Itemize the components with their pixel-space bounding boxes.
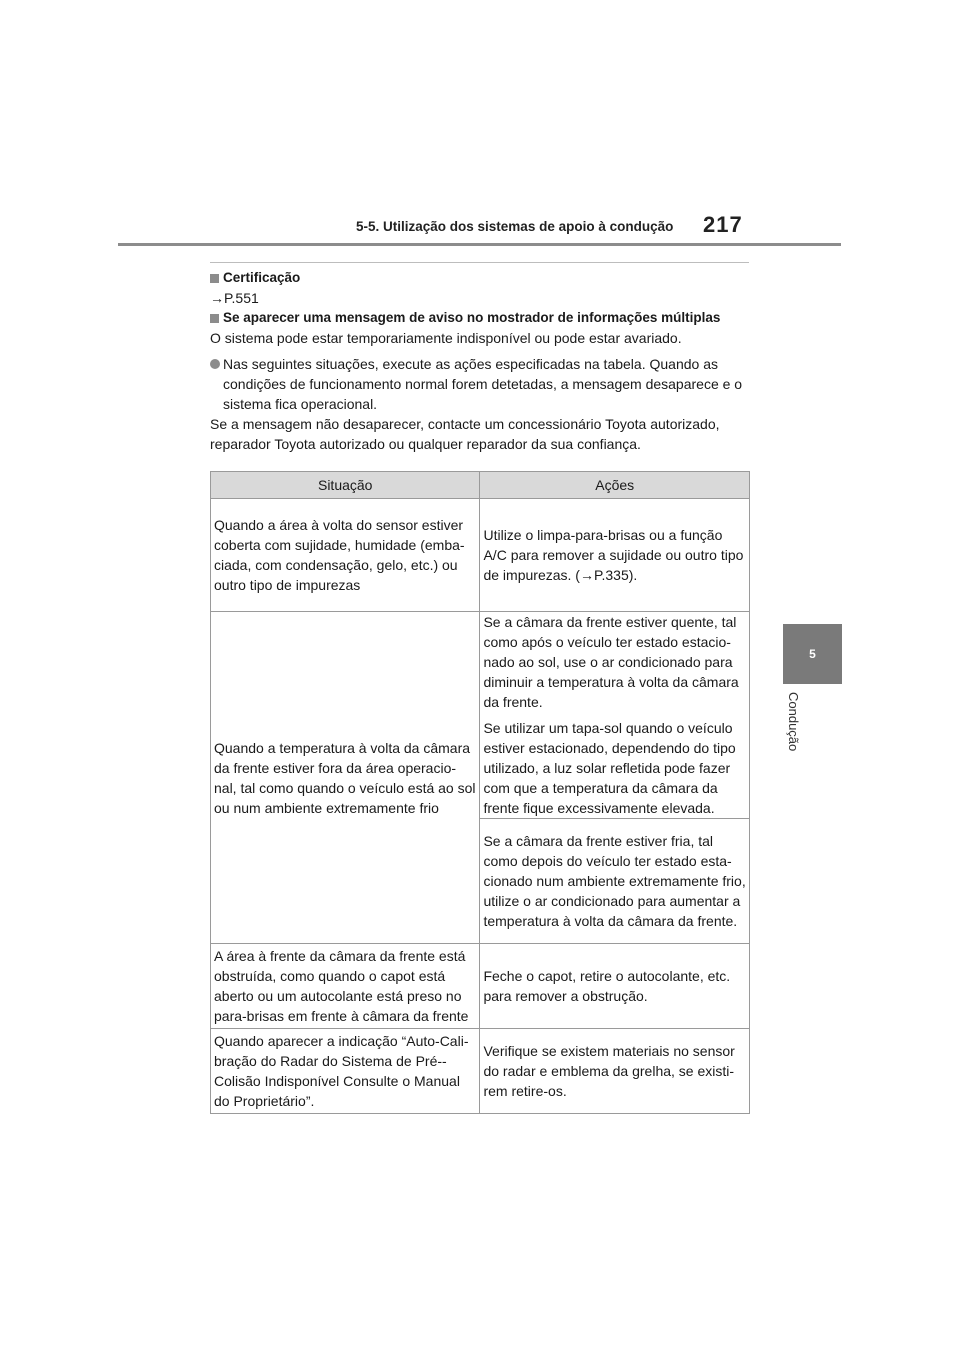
paragraph-contact-dealer: Se a mensagem não desaparecer, contacte um concessionário Toyota autorizado, reparador Toyota autorizado ou qualquer reparador da sua confiança.: [210, 416, 720, 452]
column-header-situation: Situação: [211, 472, 480, 499]
action-cell: Utilize o limpa-para-brisas ou a função A/C para remover a sujidade ou outro tipo de impurezas. (→P.335).: [480, 499, 750, 612]
header-divider: [118, 243, 841, 246]
table-row: [211, 1029, 750, 1114]
actions-table: [210, 471, 750, 1114]
column-header-actions: Ações: [480, 472, 750, 499]
square-bullet-icon: [210, 314, 219, 323]
content-divider: [210, 262, 749, 263]
table-row: [211, 612, 750, 819]
action-cell: Se a câmara da frente estiver fria, tal como depois do veículo ter estado esta-cionado num ambiente extremamente frio, utilize o ar condicionado para aumentar a temperatura à volta da câmara da frente.: [480, 819, 750, 944]
situation-cell: Quando a temperatura à volta da câmara da frente estiver fora da área operacio-nal, tal como quando o veículo está ao sol ou num ambiente extremamente frio: [211, 612, 480, 944]
heading-warning-message: Se aparecer uma mensagem de aviso no mostrador de informações múltiplas: [210, 308, 755, 328]
action-cell: [480, 612, 750, 819]
action-paragraph: Se utilizar um tapa-sol quando o veículo estiver estacionado, dependendo do tipo utilizado, a luz solar refletida pode fazer com que a temperatura da câmara da frente fique excessivamente elevada.: [483, 720, 736, 816]
page-body: [210, 268, 755, 454]
action-paragraph: Se a câmara da frente estiver quente, tal como após o veículo ter estado estacio-nado ao sol, use o ar condicionado para diminuir a temperatura à volta da câmara da frente.: [483, 614, 739, 710]
heading-certification: Certificação: [210, 268, 755, 288]
square-bullet-icon: [210, 274, 219, 283]
action-cell: Verifique se existem materiais no sensor do radar e emblema da grelha, se existi-rem retire-os.: [480, 1029, 750, 1114]
chapter-label-text: Condução: [786, 692, 801, 752]
action-cell: Feche o capot, retire o autocolante, etc. para remover a obstrução.: [480, 944, 750, 1029]
bullet-item: Nas seguintes situações, execute as ações especificadas na tabela. Quando as condições de funcionamento normal forem detetadas, a mensagem desaparece e o sistema fica operacional.: [210, 354, 755, 414]
chapter-tab: 5: [783, 624, 842, 684]
table-row: [211, 944, 750, 1029]
situation-cell: Quando aparecer a indicação “Auto-Cali-bração do Radar do Sistema de Pré--Colisão Indisponível Consulte o Manual do Proprietário”.: [211, 1029, 480, 1114]
round-bullet-icon: [210, 359, 220, 369]
section-title: 5-5. Utilização dos sistemas de apoio à condução: [356, 219, 674, 234]
table-row: [211, 499, 750, 612]
table-header-row: [211, 472, 750, 499]
situation-cell: A área à frente da câmara da frente está obstruída, como quando o capot está aberto ou um autocolante está preso no para-brisas em frente à câmara da frente: [211, 944, 480, 1029]
page-reference: →P.551: [210, 290, 259, 306]
paragraph-unavailable: O sistema pode estar temporariamente indisponível ou pode estar avariado.: [210, 330, 682, 346]
situation-cell: Quando a área à volta do sensor estiver coberta com sujidade, humidade (emba-ciada, com condensação, gelo, etc.) ou outro tipo de impurezas: [211, 499, 480, 612]
chapter-label: [783, 692, 803, 772]
page-number: 217: [703, 212, 743, 237]
